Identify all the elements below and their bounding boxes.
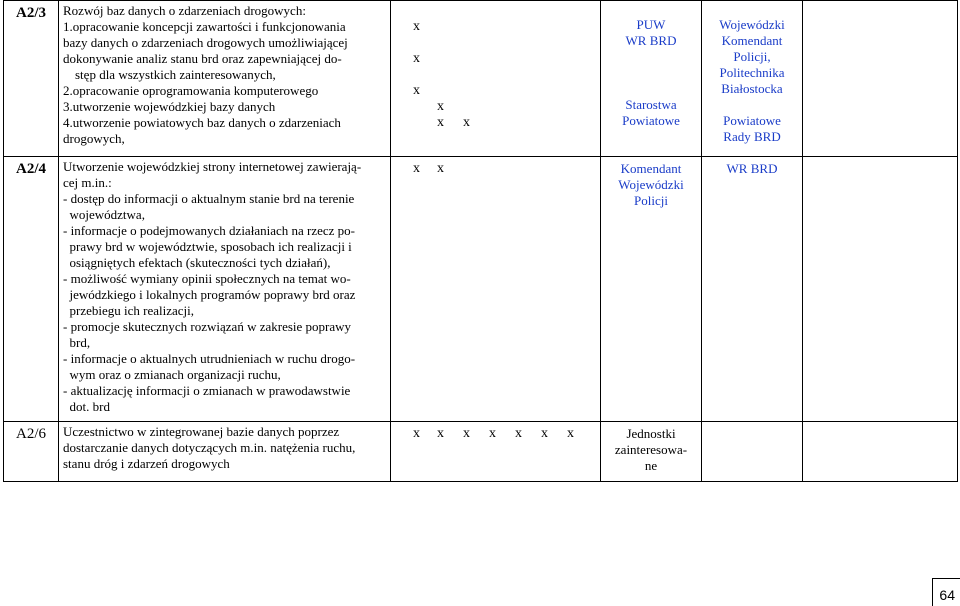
description-line: jewódzkiego i lokalnych programów poprawy brd oraz	[63, 287, 356, 302]
row-description	[59, 157, 391, 422]
description-line: - promocje skutecznych rozwiązań w zakresie poprawy	[63, 319, 352, 334]
responsible-units	[601, 422, 702, 482]
x-mark: x	[541, 426, 548, 441]
description-line: - aktualizację informacji o zmianach w prawodawstwie	[63, 383, 351, 398]
responsible-line: ne	[644, 458, 658, 473]
x-mark: x	[413, 161, 420, 176]
description-line: 3.utworzenie wojewódzkiej bazy danych	[63, 99, 276, 114]
x-mark: x	[463, 115, 470, 130]
partner-line: Powiatowe	[723, 113, 781, 128]
description-line: - możliwość wymiany opinii społecznych na temat wo-	[63, 271, 351, 286]
responsible-spacer	[601, 49, 701, 65]
partner-line: Wojewódzki	[719, 17, 785, 32]
description-line: - informacje o aktualnych utrudnieniach w ruchu drogo-	[63, 351, 356, 366]
description-line: Utworzenie wojewódzkiej strony internetowej zawierają-	[63, 159, 362, 174]
partner-line: WR BRD	[726, 161, 778, 176]
x-mark: x	[463, 426, 470, 441]
x-mark: x	[413, 19, 420, 34]
row-description	[59, 422, 391, 482]
responsible-units	[601, 157, 702, 422]
x-mark: x	[567, 426, 574, 441]
action-plan-table	[3, 0, 958, 482]
description-line: osiągniętych efektach (skuteczności tych działań),	[63, 255, 331, 270]
x-mark: x	[413, 51, 420, 66]
partner-line: Politechnika	[719, 65, 785, 80]
description-line: województwa,	[63, 207, 145, 222]
table-row	[4, 422, 958, 482]
description-line: dokonywanie analiz stanu brd oraz zapewniającej do-	[63, 51, 342, 66]
partner-units	[702, 1, 803, 157]
partner-line: Rady BRD	[723, 129, 781, 144]
empty-cell	[803, 1, 958, 157]
description-line: stanu dróg i zdarzeń drogowych	[63, 456, 230, 471]
description-line: Uczestnictwo w zintegrowanej bazie danych poprzez	[63, 424, 340, 439]
responsible-units	[601, 1, 702, 157]
row-code: A2/6	[4, 422, 59, 482]
responsible-spacer	[601, 65, 701, 81]
responsible-line: Powiatowe	[622, 113, 680, 128]
x-mark: x	[413, 83, 420, 98]
x-mark: x	[413, 426, 420, 441]
empty-cell	[803, 157, 958, 422]
description-line: - informacje o podejmowanych działaniach na rzecz po-	[63, 223, 355, 238]
description-line: wym oraz o zmianach organizacji ruchu,	[63, 367, 281, 382]
partner-line: Białostocka	[721, 81, 783, 96]
timeline-marks	[391, 157, 601, 422]
responsible-spacer	[601, 81, 701, 97]
description-line: prawy brd w województwie, sposobach ich realizacji i	[63, 239, 352, 254]
description-line: - dostęp do informacji o aktualnym stanie brd na terenie	[63, 191, 355, 206]
row-description	[59, 1, 391, 157]
description-line: brd,	[63, 335, 91, 350]
table-row	[4, 1, 958, 157]
x-mark: x	[437, 115, 444, 130]
responsible-line: zainteresowa-	[614, 442, 688, 457]
description-line: drogowych,	[63, 131, 125, 146]
x-mark: x	[515, 426, 522, 441]
responsible-line: Jednostki	[626, 426, 676, 441]
page-number: 64	[939, 587, 955, 603]
row-code: A2/3	[4, 1, 59, 157]
description-line: Rozwój baz danych o zdarzeniach drogowych:	[63, 3, 306, 18]
responsible-line: Wojewódzki	[618, 177, 684, 192]
partner-units	[702, 422, 803, 482]
partner-line: Policji,	[733, 49, 771, 64]
timeline-marks	[391, 1, 601, 157]
responsible-line: Komendant	[620, 161, 682, 176]
responsible-line: PUW	[636, 17, 666, 32]
partner-line: Komendant	[721, 33, 783, 48]
x-mark: x	[489, 426, 496, 441]
description-line: 4.utworzenie powiatowych baz danych o zdarzeniach	[63, 115, 341, 130]
responsible-line: Starostwa	[625, 97, 677, 112]
empty-cell	[803, 422, 958, 482]
description-line: przebiegu ich realizacji,	[63, 303, 195, 318]
responsible-line: Policji	[634, 193, 668, 208]
description-line: 2.opracowanie oprogramowania komputerowego	[63, 83, 319, 98]
partner-spacer	[702, 97, 802, 113]
description-line: 1.opracowanie koncepcji zawartości i funkcjonowania	[63, 19, 346, 34]
description-line: dostarczanie danych dotyczących m.in. natężenia ruchu,	[63, 440, 356, 455]
x-mark: x	[437, 426, 444, 441]
responsible-line: WR BRD	[625, 33, 677, 48]
x-mark: x	[437, 161, 444, 176]
description-line: bazy danych o zdarzeniach drogowych umożliwiającej	[63, 35, 348, 50]
description-line: stęp dla wszystkich zainteresowanych,	[75, 67, 276, 82]
x-mark: x	[437, 99, 444, 114]
description-line: dot. brd	[63, 399, 110, 414]
row-code: A2/4	[4, 157, 59, 422]
timeline-marks	[391, 422, 601, 482]
description-line: cej m.in.:	[63, 175, 112, 190]
table-row	[4, 157, 958, 422]
partner-units	[702, 157, 803, 422]
